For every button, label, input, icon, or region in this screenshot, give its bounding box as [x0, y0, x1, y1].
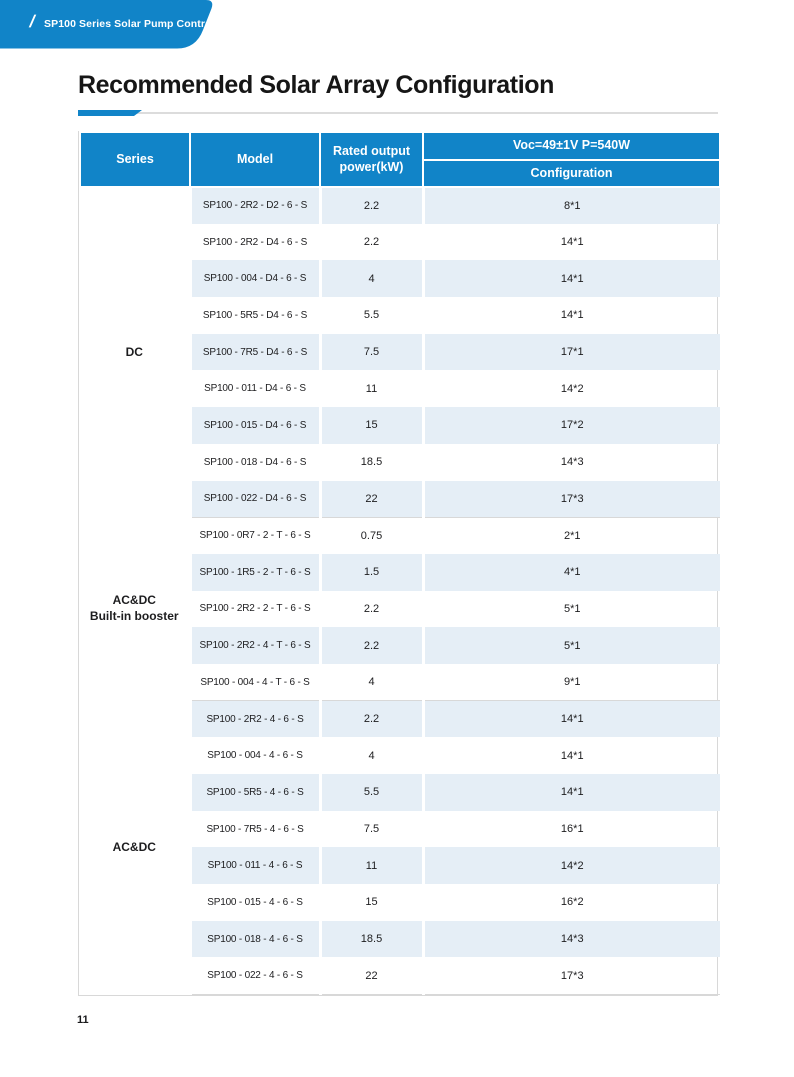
model-cell: SP100 - 2R2 - 4 - T - 6 - S — [190, 627, 320, 664]
power-cell: 2.2 — [320, 701, 423, 738]
underline-blue-segment — [78, 110, 142, 116]
model-cell: SP100 - 5R5 - 4 - 6 - S — [190, 774, 320, 811]
model-cell: SP100 - 004 - D4 - 6 - S — [190, 260, 320, 297]
config-cell: 14*1 — [423, 774, 720, 811]
config-cell: 14*3 — [423, 444, 720, 481]
model-cell: SP100 - 018 - D4 - 6 - S — [190, 444, 320, 481]
config-cell: 14*2 — [423, 370, 720, 407]
config-cell: 17*3 — [423, 957, 720, 994]
model-cell: SP100 - 0R7 - 2 - T - 6 - S — [190, 517, 320, 554]
col-header-voc: Voc=49±1V P=540W — [423, 132, 720, 160]
config-cell: 2*1 — [423, 517, 720, 554]
col-header-power-line1: Rated output — [332, 143, 411, 158]
solar-config-table — [79, 131, 721, 995]
model-cell: SP100 - 2R2 - D4 - 6 - S — [190, 224, 320, 261]
series-group-label: AC&DC — [112, 593, 156, 608]
model-cell: SP100 - 7R5 - 4 - 6 - S — [190, 811, 320, 848]
series-group-label: Built-in booster — [89, 608, 179, 623]
table-header — [80, 132, 720, 187]
model-cell: SP100 - 022 - D4 - 6 - S — [190, 481, 320, 518]
power-cell: 2.2 — [320, 627, 423, 664]
config-cell: 14*3 — [423, 921, 720, 958]
config-cell: 17*2 — [423, 407, 720, 444]
series-group-cell — [80, 517, 190, 700]
power-cell: 11 — [320, 370, 423, 407]
model-cell: SP100 - 015 - 4 - 6 - S — [190, 884, 320, 921]
power-cell: 1.5 — [320, 554, 423, 591]
power-cell: 7.5 — [320, 811, 423, 848]
power-cell: 2.2 — [320, 224, 423, 261]
underline-gray-segment — [78, 112, 718, 114]
config-cell: 14*1 — [423, 737, 720, 774]
model-cell: SP100 - 2R2 - D2 - 6 - S — [190, 187, 320, 224]
model-cell: SP100 - 004 - 4 - T - 6 - S — [190, 664, 320, 701]
slash-icon: / — [27, 12, 38, 31]
config-cell: 14*1 — [423, 224, 720, 261]
model-cell: SP100 - 022 - 4 - 6 - S — [190, 957, 320, 994]
power-cell: 18.5 — [320, 921, 423, 958]
col-header-series: Series — [80, 132, 190, 187]
model-cell: SP100 - 015 - D4 - 6 - S — [190, 407, 320, 444]
config-cell: 14*1 — [423, 701, 720, 738]
col-header-configuration: Configuration — [423, 160, 720, 187]
config-cell: 4*1 — [423, 554, 720, 591]
power-cell: 15 — [320, 884, 423, 921]
col-header-power — [320, 132, 423, 187]
solar-config-table-wrap — [78, 131, 718, 996]
power-cell: 0.75 — [320, 517, 423, 554]
series-group-cell — [80, 701, 190, 995]
power-cell: 4 — [320, 737, 423, 774]
config-cell: 9*1 — [423, 664, 720, 701]
model-cell: SP100 - 7R5 - D4 - 6 - S — [190, 334, 320, 371]
table-row — [80, 517, 720, 554]
config-cell: 14*1 — [423, 297, 720, 334]
model-cell: SP100 - 011 - D4 - 6 - S — [190, 370, 320, 407]
col-header-model: Model — [190, 132, 320, 187]
page-title: Recommended Solar Array Configuration — [78, 71, 555, 99]
power-cell: 2.2 — [320, 591, 423, 628]
config-cell: 14*2 — [423, 847, 720, 884]
power-cell: 7.5 — [320, 334, 423, 371]
power-cell: 18.5 — [320, 444, 423, 481]
header-badge-label: SP100 Series Solar Pump Controller — [44, 18, 228, 30]
config-cell: 17*3 — [423, 481, 720, 518]
config-cell: 8*1 — [423, 187, 720, 224]
power-cell: 2.2 — [320, 187, 423, 224]
model-cell: SP100 - 2R2 - 2 - T - 6 - S — [190, 591, 320, 628]
power-cell: 11 — [320, 847, 423, 884]
power-cell: 4 — [320, 664, 423, 701]
col-header-power-line2: power(kW) — [339, 159, 404, 174]
config-cell: 14*1 — [423, 260, 720, 297]
model-cell: SP100 - 1R5 - 2 - T - 6 - S — [190, 554, 320, 591]
power-cell: 5.5 — [320, 774, 423, 811]
power-cell: 22 — [320, 481, 423, 518]
model-cell: SP100 - 018 - 4 - 6 - S — [190, 921, 320, 958]
power-cell: 22 — [320, 957, 423, 994]
series-group-cell — [80, 187, 190, 517]
model-cell: SP100 - 004 - 4 - 6 - S — [190, 737, 320, 774]
page-number: 11 — [77, 1014, 89, 1026]
config-cell: 5*1 — [423, 627, 720, 664]
table-row — [80, 701, 720, 738]
config-cell: 16*1 — [423, 811, 720, 848]
table-row — [80, 187, 720, 224]
config-cell: 17*1 — [423, 334, 720, 371]
power-cell: 5.5 — [320, 297, 423, 334]
config-cell: 16*2 — [423, 884, 720, 921]
series-group-label: AC&DC — [112, 839, 156, 854]
power-cell: 4 — [320, 260, 423, 297]
series-group-label: DC — [125, 344, 143, 359]
power-cell: 15 — [320, 407, 423, 444]
model-cell: SP100 - 011 - 4 - 6 - S — [190, 847, 320, 884]
config-cell: 5*1 — [423, 591, 720, 628]
model-cell: SP100 - 5R5 - D4 - 6 - S — [190, 297, 320, 334]
title-underline — [78, 110, 718, 117]
table-body — [80, 187, 720, 994]
header-badge — [0, 0, 228, 49]
model-cell: SP100 - 2R2 - 4 - 6 - S — [190, 701, 320, 738]
